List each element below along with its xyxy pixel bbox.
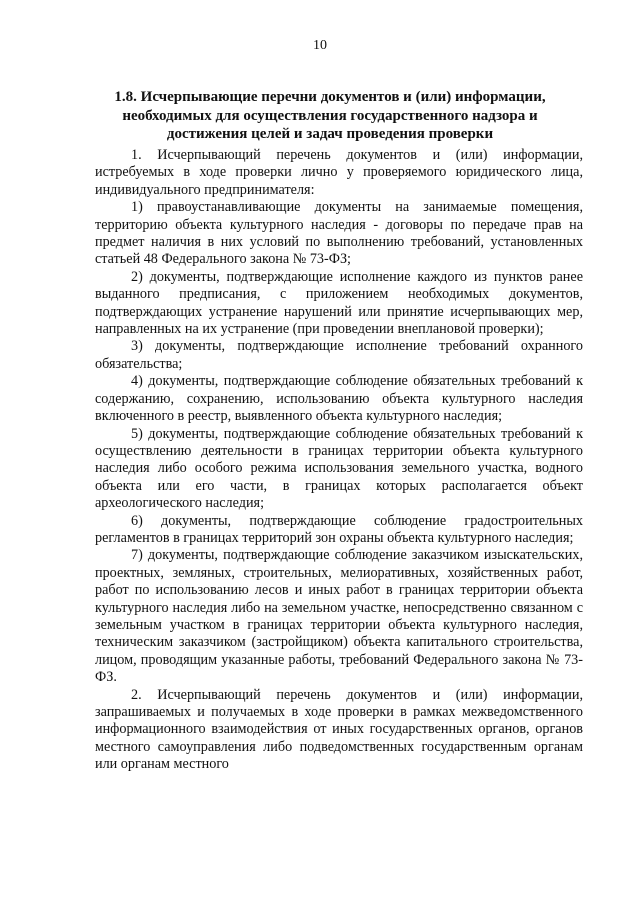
- list-item-2: 2) документы, подтверждающие исполнение каждого из пунктов ранее выданного предписания, с приложением необходимых документов, подтверждающих устранение нарушений или принятие исчерпывающих мер, направленных на их устранение (при проведении внеплановой проверки);: [95, 268, 583, 338]
- section-heading: 1.8. Исчерпывающие перечни документов и (или) информации, необходимых для осуществления государственного надзора и достижения целей и задач проведения проверки: [114, 89, 546, 142]
- document-body: [95, 147, 583, 774]
- list-item-5: 5) документы, подтверждающие соблюдение обязательных требований к осуществлению деятельности в границах территории объекта культурного наследия либо особого режима использования земельного участка, водного объекта или его части, в границах которых располагается объект археологического наследия;: [95, 425, 583, 512]
- list-item-6: 6) документы, подтверждающие соблюдение градостроительных регламентов в границах территорий зон охраны объекта культурного наследия;: [95, 512, 583, 546]
- paragraph-second: 2. Исчерпывающий перечень документов и (или) информации, запрашиваемых и получаемых в ходе проверки в рамках межведомственного информационного взаимодействия от иных государственных органов, органов местного самоуправления либо подведомственных государственным органам или органам местного: [95, 686, 583, 773]
- page-number: 10: [313, 38, 327, 53]
- list-item-1: 1) правоустанавливающие документы на занимаемые помещения, территорию объекта культурного наследия - договоры по передаче прав на предмет наличия в них условий по выполнению требований, установленных статьей 48 Федерального закона № 73-ФЗ;: [95, 199, 583, 268]
- list-item-4: 4) документы, подтверждающие соблюдение обязательных требований к содержанию, сохранению, использованию объекта культурного наследия включенного в реестр, выявленного объекта культурного наследия;: [95, 373, 583, 425]
- paragraph-intro: 1. Исчерпывающий перечень документов и (или) информации, истребуемых в ходе проверки лично у проверяемого юридического лица, индивидуального предпринимателя:: [95, 147, 583, 198]
- list-item-7: 7) документы, подтверждающие соблюдение заказчиком изыскательских, проектных, земляных, строительных, мелиоративных, хозяйственных работ, работ по использованию лесов и иных работ в границах территории объекта культурного наследия либо на земельном участке, непосредственно связанном с земельным участком в границах территории объекта культурного наследия, техническим заказчиком (застройщиком) объекта капитального строительства, лицом, проводящим указанные работы, требований Федерального закона № 73-ФЗ.: [95, 547, 583, 686]
- list-item-3: 3) документы, подтверждающие исполнение требований охранного обязательства;: [95, 338, 583, 372]
